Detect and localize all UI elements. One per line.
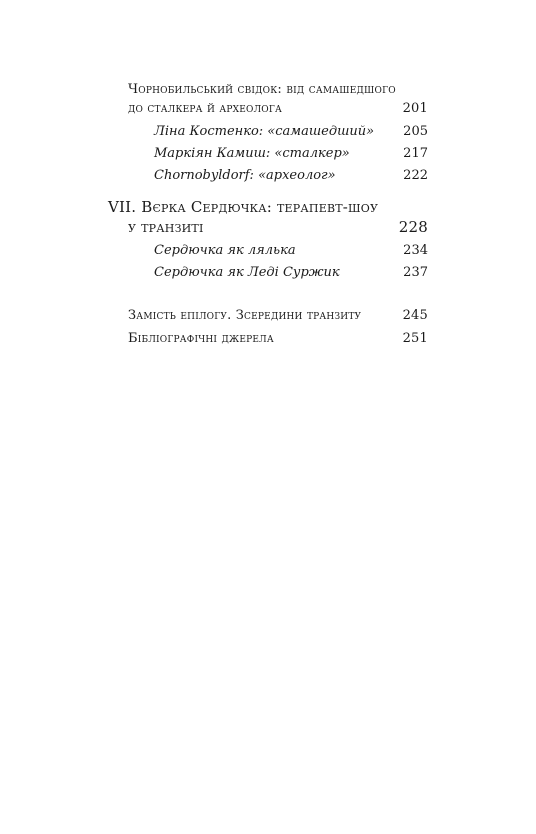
toc-page-number: 228 bbox=[398, 218, 428, 236]
toc-entry-title: Бібліографічні джерела bbox=[128, 331, 274, 346]
toc-entry-title: Маркіян Камиш: «сталкер» bbox=[154, 146, 350, 161]
toc-entry-title: Сердючка як Леді Суржик bbox=[154, 265, 340, 280]
toc-page-number: 237 bbox=[403, 265, 428, 280]
toc-page-number: 201 bbox=[402, 101, 428, 116]
toc-entry-title: Chornobyldorf: «археолог» bbox=[154, 168, 336, 183]
toc-entry-title: до сталкера й археолога bbox=[128, 101, 283, 116]
toc-entry-title: Замість епілогу. Зсередини транзиту bbox=[128, 308, 362, 323]
toc-page-number: 222 bbox=[403, 168, 428, 183]
toc-entry-title: Ліна Костенко: «самашедший» bbox=[154, 124, 375, 139]
toc-entry-title: Сердючка як лялька bbox=[154, 243, 296, 258]
toc-page-number: 217 bbox=[403, 146, 428, 161]
toc-entry-title: Чорнобильський свідок: від самашедшого bbox=[128, 82, 396, 97]
toc-page-number: 205 bbox=[403, 124, 428, 139]
toc-page-number: 245 bbox=[402, 308, 428, 323]
toc-chapter-title: у транзиті bbox=[128, 218, 204, 236]
toc-page-number: 234 bbox=[403, 243, 428, 258]
toc-page-number: 251 bbox=[402, 331, 428, 346]
toc-chapter-title: VII. Вєрка Сердючка: терапевт-шоу bbox=[108, 198, 379, 216]
